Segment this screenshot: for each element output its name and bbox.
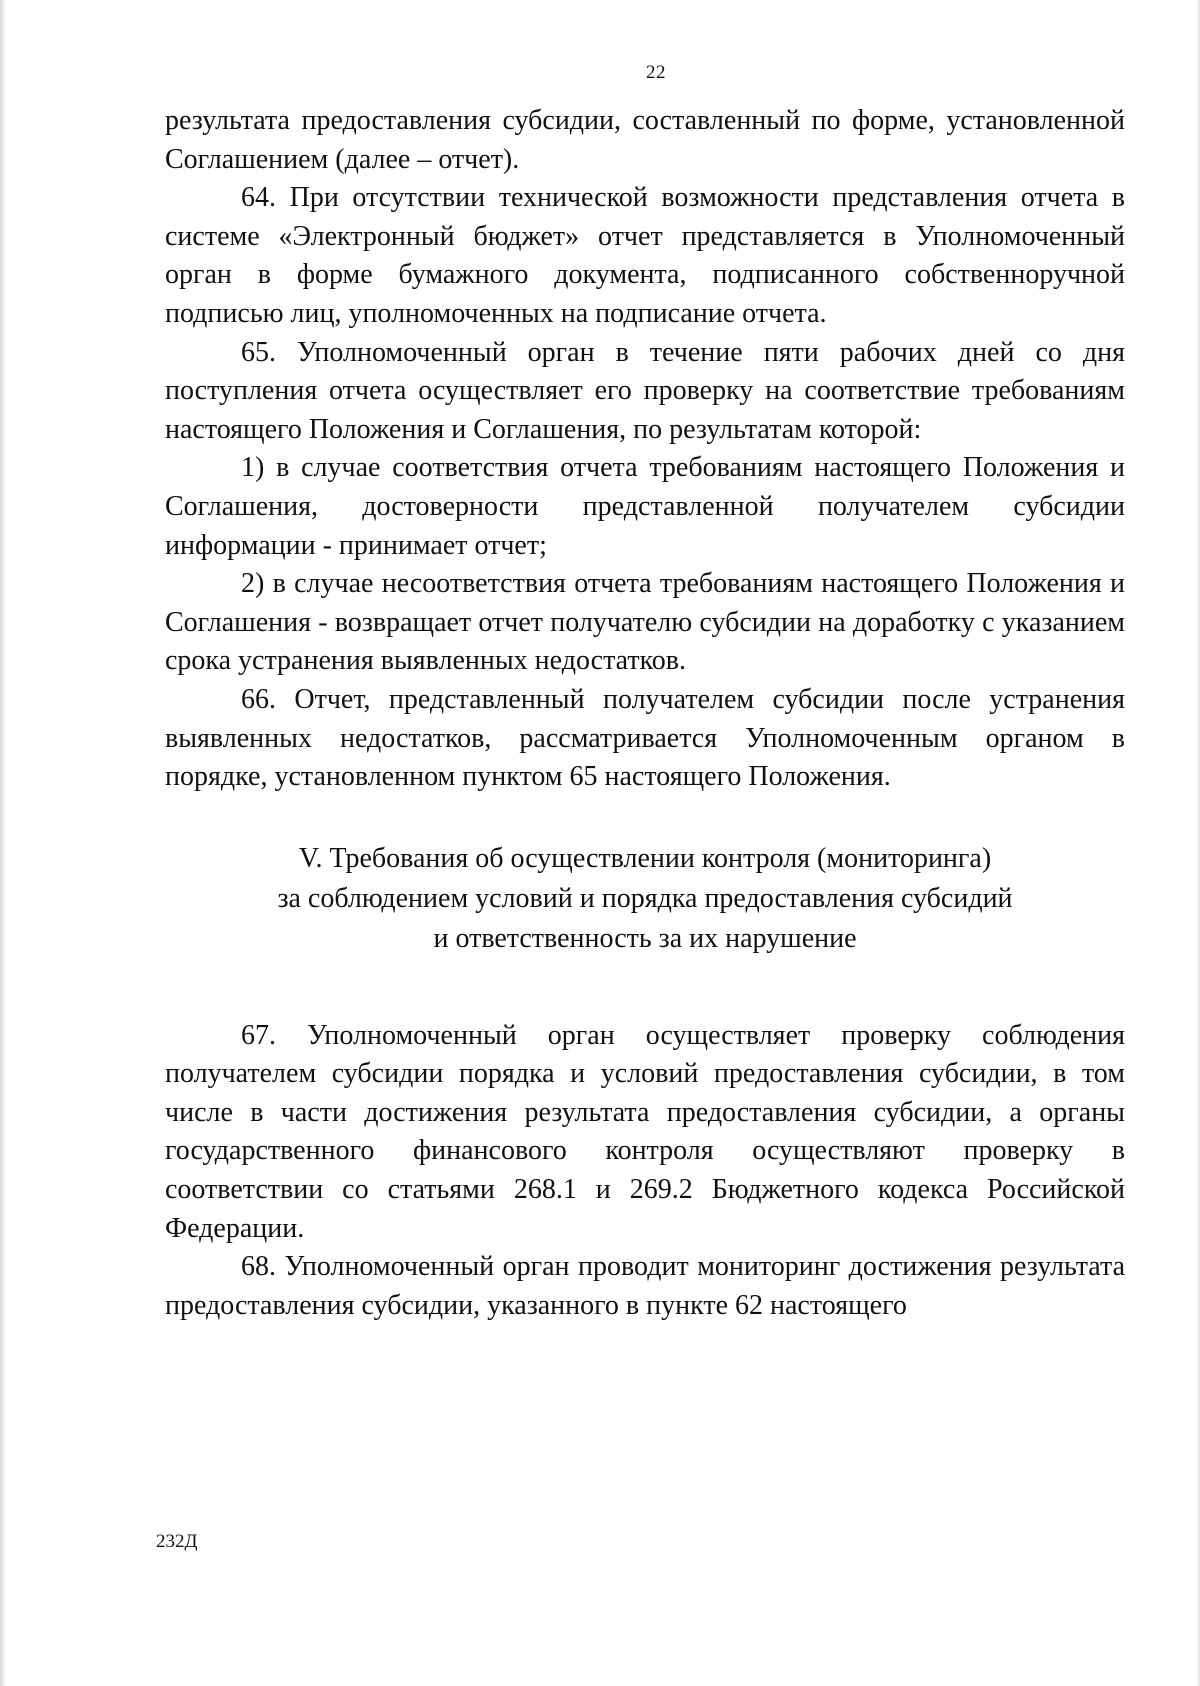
paragraph-64: 64. При отсутствии технической возможности представления отчета в системе «Электронный бюджет» отчет представляется в Уполномоченный орган в форме бумажного документа, подписанного собственноручной подписью лиц, уполномоченных на подписание отчета. — [165, 182, 1125, 329]
section-v-heading — [165, 839, 1125, 959]
paragraph-68: 68. Уполномоченный орган проводит мониторинг достижения результата предоставления субсидии, указанного в пункте 62 настоящего — [165, 1251, 1125, 1321]
section-heading-line-2: за соблюдением условий и порядка предоставления субсидий — [277, 882, 1013, 914]
section-heading-line-1: V. Требования об осуществлении контроля (мониторинга) — [298, 842, 992, 874]
scan-edge-left — [0, 0, 6, 1686]
paragraph-65: 65. Уполномоченный орган в течение пяти рабочих дней со дня поступления отчета осуществляет его проверку на соответствие требованиям настоящего Положения и Соглашения, по результатам которой: — [165, 336, 1125, 445]
paragraph-66: 66. Отчет, представленный получателем субсидии после устранения выявленных недостатков, рассматривается Уполномоченным органом в порядке, установленном пунктом 65 настоящего Положения. — [165, 683, 1125, 793]
scan-edge-right — [1196, 0, 1200, 1686]
page-number: 22 — [646, 62, 666, 83]
paragraph-continuation: результата предоставления субсидии, составленный по форме, установленной Соглашением (далее – отчет). — [165, 105, 1125, 175]
document-code: 232Д — [156, 1531, 198, 1552]
paragraph-65-item-2: 2) в случае несоответствия отчета требованиям настоящего Положения и Соглашения - возвращает отчет получателю субсидии на доработку с указанием срока устранения выявленных недостатков. — [165, 568, 1125, 677]
paragraph-67: 67. Уполномоченный орган осуществляет проверку соблюдения получателем субсидии порядка и условий предоставления субсидии, в том числе в части достижения результата предоставления субсидии, а органы государственного финансового контроля осуществляют проверку в соответствии со статьями 268.1 и 269.2 Бюджетного кодекса Российской Федерации. — [165, 1019, 1125, 1244]
section-heading-line-3: и ответственность за их нарушение — [433, 922, 857, 954]
paragraph-65-item-1: 1) в случае соответствия отчета требованиям настоящего Положения и Соглашения, достоверности представленной получателем субсидии информации - принимает отчет; — [165, 452, 1125, 561]
document-body — [165, 102, 1125, 1325]
